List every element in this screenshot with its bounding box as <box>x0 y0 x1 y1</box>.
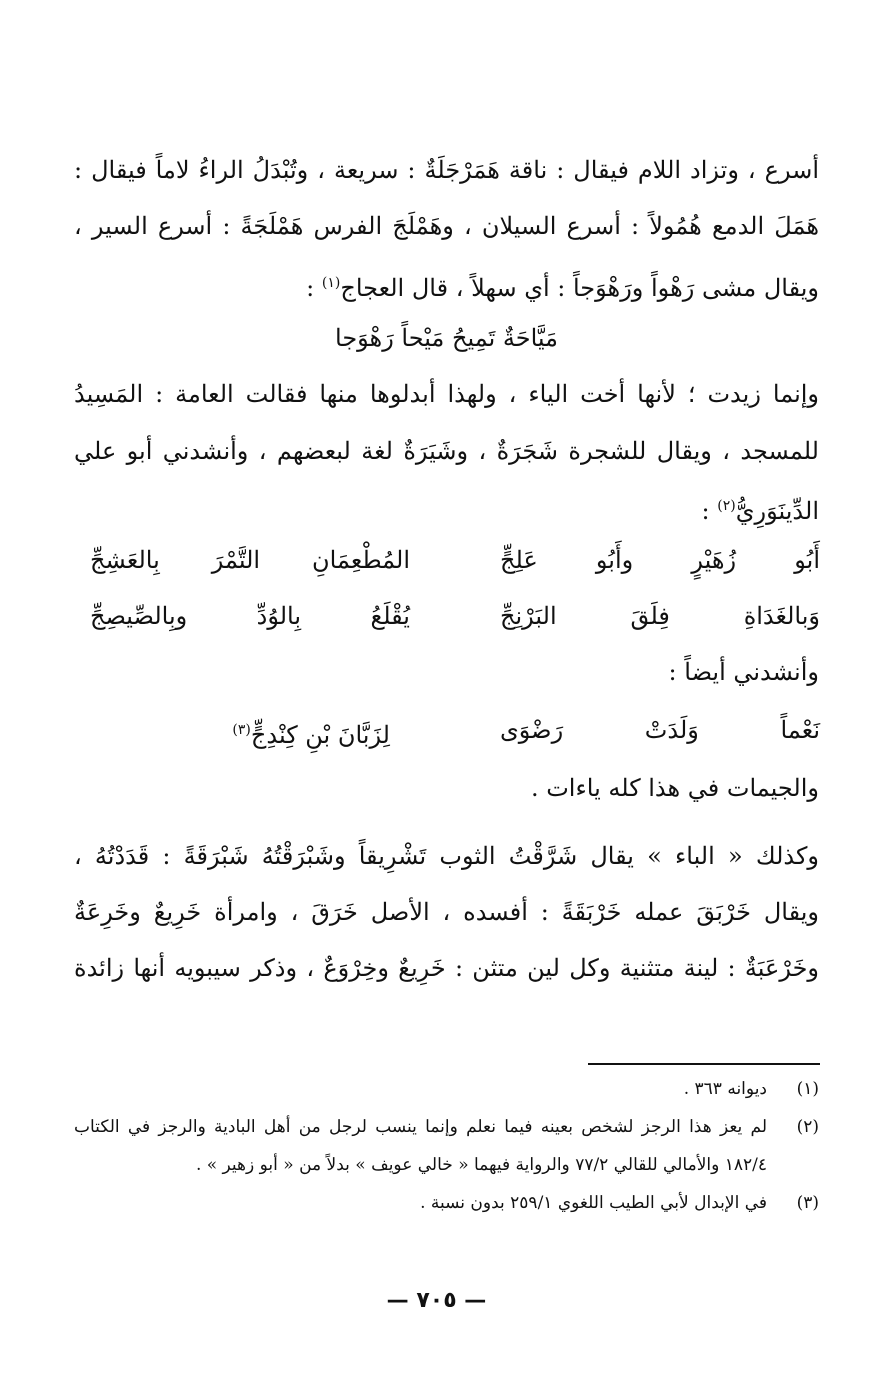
footnote-ref-3[interactable]: (٣) <box>232 722 251 738</box>
footnote-1-number: (١) <box>796 1079 819 1099</box>
body-line-7: وأنشدني أيضاً : <box>668 658 819 686</box>
footnote-ref-1[interactable]: (١) <box>321 275 341 291</box>
body-line-3-text: ويقال مشى رَهْواً ورَهْوَجاً : أي سهلاً ، قال العجاج <box>340 274 819 302</box>
poem-line-1 <box>90 540 820 580</box>
body-line-10: ويقال خَرْبَقَ عمله خَرْبَقَةً : أفسده ، الأصل خَرَقَ ، وامرأة خَرِيعٌ وخَرِعَةٌ <box>74 898 819 926</box>
body-line-6 <box>74 486 819 531</box>
poem-line-3 <box>90 710 820 750</box>
poem-line-3-hemistich-1: نَعْماً وَلَدَتْ رَضْوَى <box>500 716 820 744</box>
poem-line-1-hemistich-2: المُطْعِمَانِ التَّمْرَ بِالعَشِجِّ <box>90 546 410 574</box>
footnote-2 <box>74 1112 819 1142</box>
body-line-9: وكذلك « الباء » يقال شَرَّقْتُ الثوب تَشْرِيقاً وشَبْرَقْتُهُ شَبْرَقَةً : قَدَدْتُهُ ، <box>74 842 819 870</box>
footnote-ref-2[interactable]: (٢) <box>717 498 736 514</box>
poem-line-3-hemistich-2 <box>130 710 390 755</box>
body-line-5: للمسجد ، ويقال للشجرة شَجَرَةٌ ، وشَيَرَةٌ لغة لبعضهم ، وأنشدني أبو علي <box>74 437 819 465</box>
poem-line-1-hemistich-1: أَبُو زُهَيْرٍ وأَبُو عَلِجٍّ <box>500 546 820 574</box>
footnote-3 <box>74 1188 819 1218</box>
footnote-1-text: ديوانه ٣٦٣ . <box>683 1079 767 1099</box>
poem-line-2 <box>90 596 820 636</box>
page-number: — ٧٠٥ — <box>386 1288 487 1313</box>
poem-line-2-hemistich-2: يُقْلَعُ بِالوُدِّ وبِالصِّيصِجِّ <box>90 602 410 630</box>
body-line-8: والجيمات في هذا كله ياءات . <box>530 774 819 802</box>
poem-line-2-hemistich-1: وَبالغَدَاةِ فِلَقَ البَرْنِجِّ <box>500 602 820 630</box>
poem-line-3-hemistich-2-text: لِزَبَّانَ بْنِ كِنْدِجٍّ <box>250 721 390 749</box>
body-line-6-end: : <box>701 497 718 525</box>
footnote-2-number: (٢) <box>796 1117 819 1137</box>
footnote-separator <box>588 1063 820 1065</box>
body-line-3 <box>74 263 819 308</box>
body-line-2: هَمَلَ الدمع هُمُولاً : أسرع السيلان ، وهَمْلَجَ الفرس هَمْلَجَةً : أسرع السير ، <box>74 212 819 240</box>
footnote-2-continuation: ١٨٢/٤ والأمالي للقالي ٧٧/٢ والرواية فيهما « خالي عويف » بدلاً من « أبو زهير » . <box>195 1155 767 1175</box>
body-line-4: وإنما زيدت ؛ لأنها أخت الياء ، ولهذا أبدلوها منها فقالت العامة : المَسِيدُ <box>74 380 819 408</box>
verse-line: مَيَّاحَةٌ تَمِيحُ مَيْحاً رَهْوَجا <box>335 324 558 352</box>
body-line-1: أسرع ، وتزاد اللام فيقال : ناقة هَمَرْجَلَةٌ : سريعة ، وتُبْدَلُ الراءُ لاماً فيقال : <box>74 156 819 184</box>
body-line-11: وخَرْعَبَةٌ : لينة متثنية وكل لين متثن : خَرِيعٌ وخِرْوَعٌ ، وذكر سيبويه أنها زائدة <box>74 954 819 982</box>
body-line-3-end: : <box>306 274 322 302</box>
footnote-3-number: (٣) <box>796 1193 819 1213</box>
footnote-3-text: في الإبدال لأبي الطيب اللغوي ٢٥٩/١ بدون نسبة . <box>420 1193 767 1213</box>
body-line-6-text: الدِّينَوَرِيُّ <box>735 497 819 525</box>
footnote-2-text: لم يعز هذا الرجز لشخص بعينه فيما نعلم وإنما ينسب لرجل من أهل البادية والرجز في الكتاب <box>74 1117 767 1137</box>
footnote-1 <box>74 1074 819 1104</box>
